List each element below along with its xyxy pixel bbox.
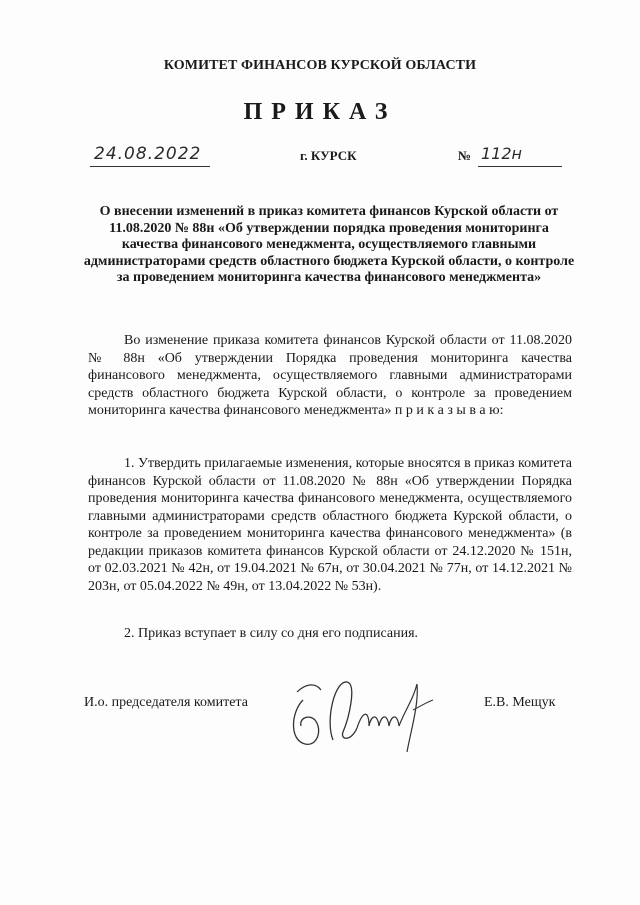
organization-name: КОМИТЕТ ФИНАНСОВ КУРСКОЙ ОБЛАСТИ (163, 58, 477, 73)
signatory-name: Е.В. Мещук (484, 695, 556, 710)
item-1-paragraph: 1. Утвердить прилагаемые изменения, которые вносятся в приказ комитета финансов Курской области от 11.08.2020 № 88н «Об утверждении Порядка проведения мониторинга качества финансового менеджмента, осуществляемого главными администраторами средств областного бюджета Курской области, о контроле за проведением мониторинга качества финансового менеджмента» (в редакции приказов комитета финансов Курской области от 24.12.2020 № 151н, от 02.03.2021 № 42н, от 19.04.2021 № 67н, от 30.04.2021 № 77н, от 14.12.2021 № 203н, от 05.04.2022 № 49н, от 13.04.2022 № 53н). (88, 456, 573, 594)
handwritten-signature (285, 670, 445, 760)
number-underline (478, 166, 562, 167)
signatory-title: И.о. председателя комитета (84, 695, 248, 710)
date-underline (90, 166, 210, 167)
handwritten-date: 24.08.2022 (94, 144, 202, 164)
preamble-paragraph: Во изменение приказа комитета финансов Курской области от 11.08.2020 № 88н «Об утверждении Порядка проведения мониторинга качества финансового менеджмента, осуществляемого главными администраторами средств областного бюджета Курской области, о контроле за проведением мониторинга качества финансового менеджмента» п р и к а з ы в а ю: (88, 333, 572, 418)
document-type: ПРИКАЗ (243, 99, 397, 125)
signature-block (0, 680, 640, 760)
document-subject: О внесении изменений в приказ комитета финансов Курской области от 11.08.2020 № 88н «Об утверждении порядка проведения мониторинга качества финансового менеджмента, осуществляемого главными администраторами средств областного бюджета Курской области, о контроле за проведением мониторинга качества финансового менеджмента» (83, 204, 575, 285)
meta-row (0, 144, 640, 174)
handwritten-number: 112н (481, 144, 522, 163)
item-2-paragraph: 2. Приказ вступает в силу со дня его подписания. (124, 626, 419, 641)
number-sign: № (458, 148, 472, 163)
city: г. КУРСК (300, 148, 357, 163)
